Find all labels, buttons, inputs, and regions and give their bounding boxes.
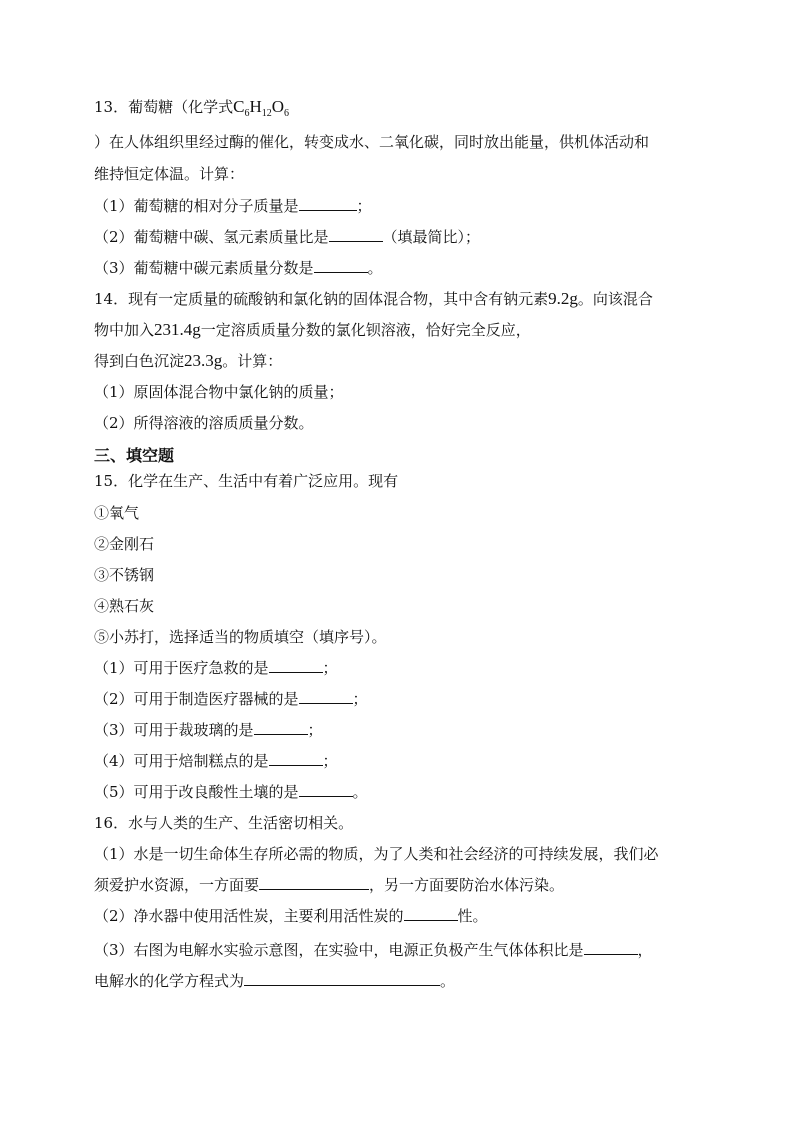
q14-line1: 14．现有一定质量的硫酸钠和氯化钠的固体混合物，其中含有钠元素9.2g。向该混合 [94,289,653,308]
answer-blank[interactable] [584,940,638,955]
answer-blank[interactable] [329,227,383,242]
q13-part2: （2）葡萄糖中碳、氢元素质量比是 （填最简比）； [94,228,481,246]
answer-blank[interactable] [404,906,458,921]
q15-option-5: ⑤小苏打，选择适当的物质填空（填序号）。 [94,628,387,646]
q15-option-2: ②金刚石 [94,535,155,553]
q16-part3-line2: 电解水的化学方程式为 。 [94,972,456,990]
q15-part3: （3）可用于裁玻璃的是 ； [94,721,323,739]
q16-part2: （2）净水器中使用活性炭，主要利用活性炭的 性。 [94,907,488,925]
answer-blank[interactable] [259,875,369,890]
glucose-formula: $C_6H_{12}O_6$ [233,97,289,119]
q16-intro: 16．水与人类的生产、生活密切相关。 [94,814,354,832]
q13-line1 [94,97,289,120]
q14-line2: 物中加入231.4g一定溶质质量分数的氯化钡溶液，恰好完全反应， [94,320,531,339]
q15-part2: （2）可用于制造医疗器械的是 ； [94,690,368,708]
q16-part1-line1: （1）水是一切生命体生存所必需的物质，为了人类和社会经济的可持续发展，我们必 [94,845,659,863]
section-heading-fill-blank: 三、填空题 [94,446,175,465]
q15-option-3: ③不锈钢 [94,566,155,584]
q14-line3: 得到白色沉淀23.3g。计算： [94,351,283,370]
answer-blank[interactable] [254,720,308,735]
q16-part3-line1: （3）右图为电解水实验示意图，在实验中，电源正负极产生气体体积比是 ， [94,941,653,959]
q15-part5: （5）可用于改良酸性土壤的是 。 [94,783,368,801]
q13-part3: （3）葡萄糖中碳元素质量分数是 。 [94,259,383,277]
answer-blank[interactable] [299,782,353,797]
answer-blank[interactable] [314,258,368,273]
q13-line2: ）在人体组织里经过酶的催化，转变成水、二氧化碳，同时放出能量，供机体活动和 [94,133,650,151]
answer-blank[interactable] [244,971,440,986]
q13-line3: 维持恒定体温。计算： [94,165,245,183]
q14-part1: （1）原固体混合物中氯化钠的质量； [94,383,344,401]
q15-option-1: ①氧气 [94,504,140,522]
q15-part1: （1）可用于医疗急救的是 ； [94,659,338,677]
q14-part2: （2）所得溶液的溶质质量分数。 [94,414,314,432]
q16-part1-line2: 须爱护水资源，一方面要 ，另一方面要防治水体污染。 [94,876,565,894]
q13-part1: （1）葡萄糖的相对分子质量是 ； [94,197,372,215]
answer-blank[interactable] [269,751,323,766]
q15-part4: （4）可用于焙制糕点的是 ； [94,752,338,770]
answer-blank[interactable] [269,658,323,673]
answer-blank[interactable] [299,196,357,211]
q15-option-4: ④熟石灰 [94,597,155,615]
q15-intro: 15．化学在生产、生活中有着广泛应用。现有 [94,472,399,490]
q13-prefix: 13．葡萄糖（化学式 [94,98,234,116]
answer-blank[interactable] [299,689,353,704]
